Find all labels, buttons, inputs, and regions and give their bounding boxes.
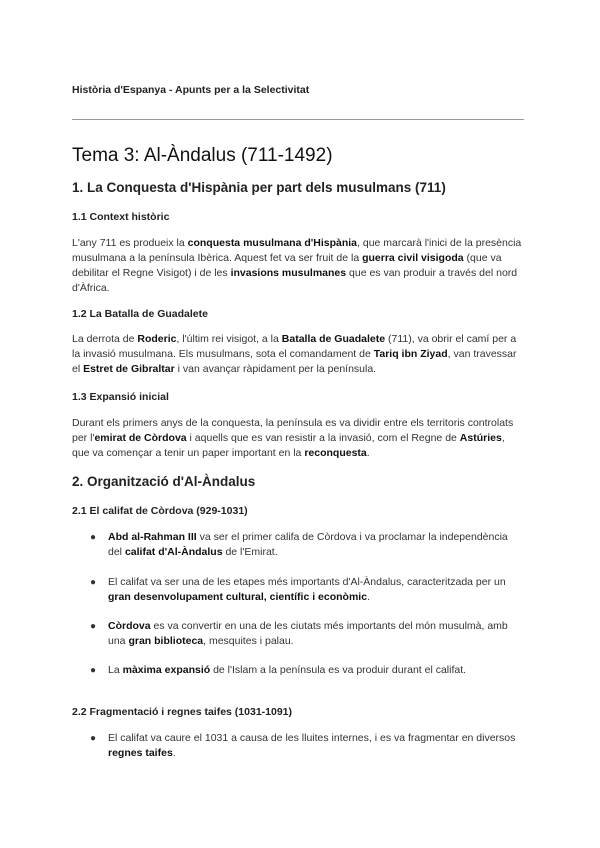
list-item-text: La màxima expansió de l'Islam a la península es va produir durant el califat. xyxy=(108,664,467,676)
bullet-icon: ● xyxy=(90,621,97,632)
header-divider xyxy=(72,119,524,120)
paragraph-1-1: L'any 711 es produeix la conquesta musulmana d'Hispània, que marcarà l'inici de la presència musulmana a la península Ibèrica. Aquest fet va ser fruit de la guerra civil visigoda (que va debilitar el Regne Visigot) i de les invasions musulmanes que es van produir a través del nord d'Àfrica. xyxy=(72,237,522,294)
running-header: Història d'Espanya - Apunts per a la Selectivitat xyxy=(72,84,310,96)
subsection-heading-1-2: 1.2 La Batalla de Guadalete xyxy=(72,308,208,320)
page-title: Tema 3: Al-Àndalus (711-1492) xyxy=(72,145,333,166)
section-heading-2: 2. Organització d'Al-Àndalus xyxy=(72,474,256,489)
bullet-icon: ● xyxy=(90,577,97,588)
bullet-icon: ● xyxy=(90,532,97,543)
subsection-heading-2-1: 2.1 El califat de Còrdova (929-1031) xyxy=(72,505,248,517)
list-item-text: El califat va caure el 1031 a causa de les lluites internes, i es va fragmentar en diversos regnes taifes. xyxy=(108,732,516,759)
subsection-heading-2-2: 2.2 Fragmentació i regnes taifes (1031-1091) xyxy=(72,706,293,718)
list-item-text: El califat va ser una de les etapes més importants d'Al-Àndalus, caracteritzada per un gran desenvolupament cultural, científic i econòmic. xyxy=(108,576,506,603)
section-heading-1: 1. La Conquesta d'Hispània per part dels musulmans (711) xyxy=(72,180,446,195)
subsection-heading-1-1: 1.1 Context històric xyxy=(72,211,170,223)
paragraph-1-2: La derrota de Roderic, l'últim rei visigot, a la Batalla de Guadalete (711), va obrir el camí per a la invasió musulmana. Els musulmans, sota el comandament de Tariq ibn Ziyad, van travessar el Estret de Gibraltar i van avançar ràpidament per la península. xyxy=(72,333,517,375)
list-item-text: Abd al-Rahman III va ser el primer califa de Còrdova i va proclamar la independència del califat d'Al-Àndalus de l'Emirat. xyxy=(108,531,508,558)
bullet-icon: ● xyxy=(90,665,97,676)
subsection-heading-1-3: 1.3 Expansió inicial xyxy=(72,391,169,403)
paragraph-1-3: Durant els primers anys de la conquesta, la península es va dividir entre els territoris controlats per l'emirat de Còrdova i aquells que es van resistir a la invasió, com el Regne de Astúries, que va començar a tenir un paper important en la reconquesta. xyxy=(72,417,514,459)
bullet-icon: ● xyxy=(90,733,97,744)
list-item-text: Còrdova es va convertir en una de les ciutats més importants del món musulmà, amb una gran biblioteca, mesquites i palau. xyxy=(108,620,508,647)
